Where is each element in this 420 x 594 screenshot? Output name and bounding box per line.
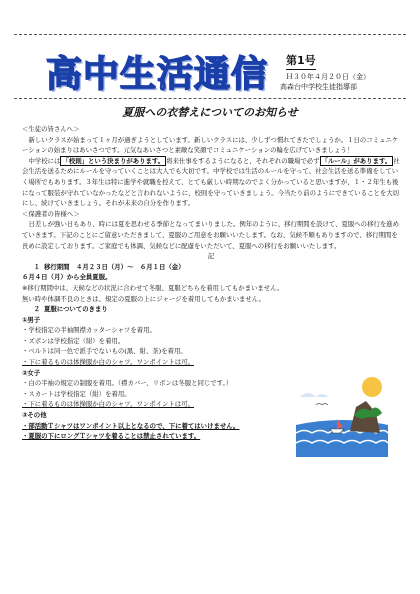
boys-label: ①男子: [22, 315, 41, 324]
ki-marker: 記: [207, 252, 215, 261]
students-paragraph-1: 新しいクラスが始まって１ヶ月が過ぎようとしています。新しいクラスには、少しずつ慣れてきたでしょうか。１日のコミュニケーションの始まりはあいさつです。元気なあいさつと素敵な笑顔でコミュニケーションの輪を広げていきましょう！: [22, 135, 399, 155]
section-2-label: 夏服についてのきまり: [44, 305, 108, 314]
other-label: ③その他: [22, 411, 47, 420]
boys-item: ・学校指定の半袖開襟カッターシャツを着用。: [22, 326, 156, 335]
transition-note-1: ※移行期間中は、天候などの状況に合わせて冬服、夏服どちらを着用してもかまいません。: [22, 283, 284, 292]
cloud-icon: [300, 393, 328, 397]
headline: 夏服への衣替えについてのお知らせ: [122, 106, 298, 119]
girls-label: ②女子: [22, 368, 41, 377]
section-1-label: 移行期間: [44, 262, 70, 271]
seaside-illustration: [296, 375, 388, 457]
section-1-number: １: [33, 262, 40, 271]
rule-emphasis-box: 「校則」という決まりがあります。: [62, 156, 165, 165]
sun-icon: [362, 377, 382, 397]
issue-date: Ｈ３０年４月２０日（金）: [286, 73, 370, 81]
rule-emphasis-box-2: 「ルール」があります。: [321, 156, 392, 165]
summer-rules-heading: [22, 304, 400, 315]
girls-item: ・下に着るものは体操服か白のシャツ。ワンポイントは可。: [22, 400, 194, 409]
students-p2-text-c: 社会生活を送るためにルールを守っていくことは大人でも大切です。中学校では生活のルールを守って、社会生活を送る準備をしていく場所でもあります。３年生は特に進学や就職を控えて、とても厳しい時期なのでよく分かっていると思いますが、１・２年生も後になって服装が守れていなかったなどと言われないように、校則を守っていきましょう。今当たり前のようにできていることを大切にし、続けていきましょう。それが未来の自分を作ります。: [22, 156, 400, 208]
parents-paragraph: 日差しが強い日もあり、時には夏を思わせる季節となってまいりました。例年のように、移行期間を設けて、夏服への移行を進めていきます。下記のことにご留意いただきまして、夏服のご用意をお願いいたします。なお、気候不順もありますので、移行期間を長めに設定しております。ご家庭でも体調、気候などに配慮をいただいて、夏服への移行をお願いいたします。: [22, 220, 400, 250]
issuing-department: 高森台中学校生徒指導部: [280, 83, 357, 91]
transition-note-2: 無い時や体調不良のときは、規定の夏服の上にジャージを着用してもかまいません。: [22, 294, 265, 303]
full-summer-date: ６月４日（月）から全員夏服。: [22, 273, 112, 282]
bird-icon: [316, 404, 328, 406]
girls-item: ・白の半袖の規定の制服を着用。（襟カバー、リボンは冬服と同じです。）: [22, 379, 233, 388]
boys-item: ・ベルトは同一色で派手でないもの(黒、紺、茶)を着用。: [22, 347, 187, 356]
newsletter-title: 高中生活通信: [46, 54, 269, 95]
transition-range: ４月２３日（月）～ ６月１日（金）: [75, 262, 185, 271]
boys-item: ・ズボンは学校指定（紺）を着用。: [22, 336, 125, 345]
girls-item: ・スカートは学校指定（紺）を着用。: [22, 389, 131, 398]
students-p2-text-a: 中学校には: [28, 156, 61, 165]
top-divider: [14, 34, 406, 35]
boys-item: ・下に着るものは体操服か白のシャツ。ワンポイントは可。: [22, 358, 194, 367]
students-paragraph-2: [22, 156, 400, 209]
header-divider: [14, 98, 406, 99]
parents-greeting: ＜保護者の皆様へ＞: [22, 209, 80, 218]
students-p2-text-b: 将来仕事をするようになると、それぞれの職場で必ず: [166, 156, 320, 165]
other-item: ・夏服の下にロングＴシャツを着ることは禁止されています。: [22, 432, 201, 441]
students-greeting: ＜生徒の皆さんへ＞: [22, 125, 80, 133]
section-2-number: ２: [33, 305, 40, 314]
issue-number: 第1号: [286, 52, 316, 70]
other-item: ・部活動Ｔシャツはワンポイント以上となるので、下に着てはいけません。: [22, 421, 240, 430]
transition-period: [22, 262, 400, 273]
